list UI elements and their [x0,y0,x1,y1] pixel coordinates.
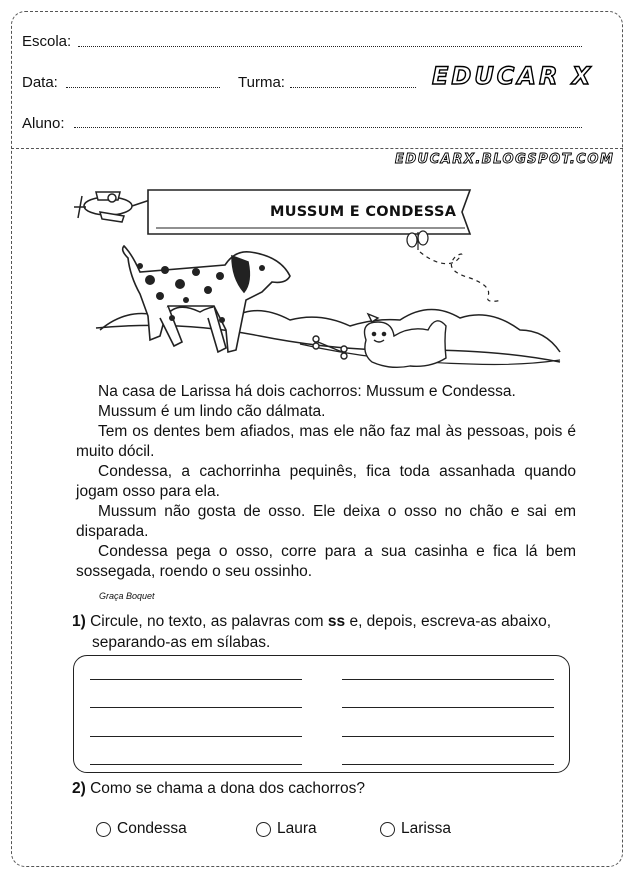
question-2-text: Como se chama a dona dos cachorros? [90,780,365,797]
pekingese-dog-icon [365,314,447,367]
bone-icon [313,336,347,359]
airplane-icon [74,192,150,222]
option-label: Larissa [401,820,451,837]
question-1-text-start: Circule, no texto, as palavras com [90,613,328,630]
story-paragraph: Na casa de Larissa há dois cachorros: Mussum e Condessa. [98,383,516,400]
story-illustration [0,0,637,380]
butterfly-icon [407,231,428,250]
story-paragraph: Condessa, a cachorrinha pequinês, fica toda assanhada quando jogam osso para ela. [76,463,576,500]
option-label: Condessa [117,820,187,837]
answer-box [73,655,570,773]
story-paragraph: Condessa pega o osso, corre para a sua casinha e fica lá bem sossegada, roendo o seu ossinho. [76,543,576,580]
answer-line[interactable] [342,707,554,708]
story-text [76,382,576,582]
butterfly-path [420,252,502,301]
question-1-number: 1) [72,613,86,630]
story-paragraph: Mussum não gosta de osso. Ele deixa o osso no chão e sai em disparada. [76,503,576,540]
option-condessa[interactable] [96,820,187,838]
radio-circle-icon[interactable] [96,822,111,837]
option-laura[interactable] [256,820,317,838]
dalmatian-dog-icon [123,246,290,352]
story-paragraph: Mussum é um lindo cão dálmata. [98,403,326,420]
question-2 [72,780,365,798]
option-larissa[interactable] [380,820,451,838]
data-label: Data: [22,74,58,91]
answer-line[interactable] [90,707,302,708]
escola-label: Escola: [22,33,72,50]
answer-line[interactable] [90,679,302,680]
aluno-label: Aluno: [22,115,65,132]
question-1 [72,611,577,653]
question-1-text-line2: separando-as em sílabas. [92,634,271,651]
answer-line[interactable] [342,679,554,680]
turma-label: Turma: [238,74,285,91]
blog-url: EDUCARX.BLOGSPOT.COM [395,152,615,167]
story-paragraph: Tem os dentes bem afiados, mas ele não faz mal às pessoas, pois é muito dócil. [76,423,576,460]
question-1-text-end: e, depois, escreva-as abaixo, [345,613,552,630]
answer-line[interactable] [90,736,302,737]
question-1-highlight: ss [327,613,346,630]
option-label: Laura [277,820,317,837]
answer-line[interactable] [90,764,302,765]
answer-line[interactable] [342,736,554,737]
radio-circle-icon[interactable] [256,822,271,837]
question-2-number: 2) [72,780,86,797]
answer-line[interactable] [342,764,554,765]
radio-circle-icon[interactable] [380,822,395,837]
story-author: Graça Boquet [99,591,155,601]
story-title: MUSSUM E CONDESSA [270,204,457,220]
educarx-logo: EDUCAR X [432,62,594,90]
